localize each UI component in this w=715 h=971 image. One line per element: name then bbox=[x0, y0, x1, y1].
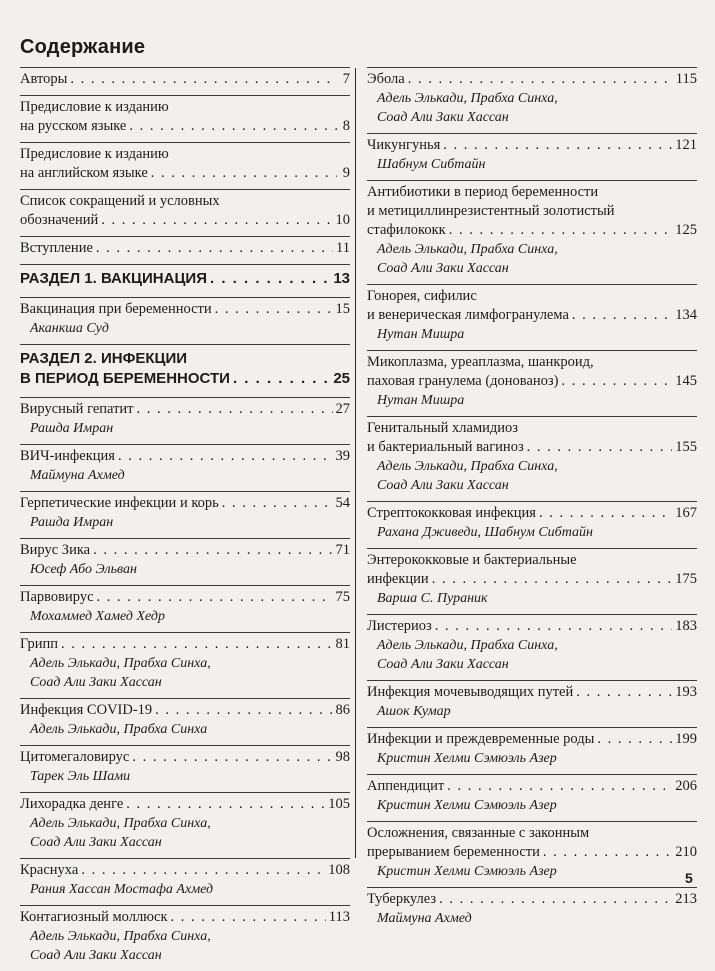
toc-entry bbox=[20, 236, 350, 264]
toc-entry bbox=[367, 133, 697, 180]
entry-title-row bbox=[20, 861, 350, 880]
entry-page-number: 11 bbox=[336, 240, 350, 256]
entry-title: Парвовирус bbox=[20, 589, 94, 605]
dot-leader bbox=[171, 908, 326, 927]
entry-author: Тарек Эль Шами bbox=[30, 769, 131, 784]
toc-entry bbox=[367, 548, 697, 614]
entry-title: стафилококк bbox=[367, 222, 446, 238]
entry-title: на русском языке bbox=[20, 118, 127, 134]
entry-title: Листериоз bbox=[367, 618, 432, 634]
entry-page-number: 167 bbox=[675, 505, 697, 521]
entry-page-number: 210 bbox=[675, 844, 697, 860]
entry-title-row bbox=[367, 683, 697, 702]
entry-title-row bbox=[20, 239, 350, 258]
dot-leader bbox=[222, 494, 333, 513]
entry-author: Кристин Хелми Сэмюэль Азер bbox=[377, 751, 557, 766]
entry-title-row bbox=[20, 795, 350, 814]
entry-page-number: 199 bbox=[675, 731, 697, 747]
dot-leader bbox=[210, 269, 330, 289]
dot-leader bbox=[561, 372, 672, 391]
toc-entry bbox=[367, 727, 697, 774]
dot-leader bbox=[129, 117, 337, 136]
entry-title-row bbox=[20, 117, 350, 136]
entry-title: Вирусный гепатит bbox=[20, 401, 134, 417]
entry-author: Рашда Имран bbox=[30, 515, 114, 530]
entry-title-row bbox=[367, 570, 697, 589]
entry-title: Авторы bbox=[20, 71, 68, 87]
dot-leader bbox=[126, 795, 325, 814]
entry-author: Рания Хассан Мостафа Ахмед bbox=[30, 882, 214, 897]
dot-leader bbox=[81, 861, 325, 880]
entry-page-number: 15 bbox=[335, 301, 350, 317]
entry-title: Лихорадка денге bbox=[20, 796, 124, 812]
entry-title: Грипп bbox=[20, 636, 58, 652]
entry-author: Адель Элькади, Прабха Синха, bbox=[377, 638, 558, 653]
toc-entry bbox=[367, 774, 697, 821]
dot-leader bbox=[527, 438, 673, 457]
toc-entry bbox=[367, 680, 697, 727]
entry-title: Инфекция COVID-19 bbox=[20, 702, 153, 718]
dot-leader bbox=[101, 211, 332, 230]
dot-leader bbox=[215, 300, 333, 319]
entry-title-row bbox=[367, 438, 697, 457]
dot-leader bbox=[449, 221, 673, 240]
dot-leader bbox=[61, 635, 333, 654]
entry-author: Ашок Кумар bbox=[377, 704, 451, 719]
entry-page-number: 54 bbox=[335, 495, 350, 511]
entry-title-row bbox=[20, 908, 350, 927]
entry-page-number: 98 bbox=[335, 749, 350, 765]
entry-author: Нутан Мишра bbox=[377, 393, 465, 408]
entry-author: Соад Али Заки Хассан bbox=[30, 948, 162, 963]
entry-title: Цитомегаловирус bbox=[20, 749, 130, 765]
entry-title-line: Антибиотики в период беременности bbox=[367, 184, 599, 200]
entry-page-number: 10 bbox=[335, 212, 350, 228]
entry-author: Адель Элькади, Прабха Синха, bbox=[377, 242, 558, 257]
entry-title-row bbox=[367, 777, 697, 796]
entry-author: Мохаммед Хамед Хедр bbox=[30, 609, 165, 624]
dot-leader bbox=[155, 701, 332, 720]
entry-author: Кристин Хелми Сэмюэль Азер bbox=[377, 864, 557, 879]
entry-title-row bbox=[367, 306, 697, 325]
entry-title: Контагиозный моллюск bbox=[20, 909, 168, 925]
dot-leader bbox=[70, 70, 337, 89]
page-title: Содержание bbox=[20, 36, 146, 58]
entry-author: Адель Элькади, Прабха Синха, bbox=[377, 459, 558, 474]
entry-page-number: 213 bbox=[675, 891, 697, 907]
entry-title-row bbox=[367, 70, 697, 89]
entry-title: Краснуха bbox=[20, 862, 79, 878]
entry-page-number: 121 bbox=[675, 137, 697, 153]
toc-entry bbox=[20, 905, 350, 971]
toc-column-left bbox=[20, 67, 350, 971]
entry-title-line: Осложнения, связанные с законным bbox=[367, 825, 590, 841]
entry-author: Адель Элькади, Прабха Синха, bbox=[30, 656, 211, 671]
entry-title: Аппендицит bbox=[367, 778, 445, 794]
toc-entry bbox=[20, 698, 350, 745]
entry-title-row bbox=[367, 136, 697, 155]
entry-author: Нутан Мишра bbox=[377, 327, 465, 342]
toc-entry bbox=[20, 858, 350, 905]
entry-title: Стрептококковая инфекция bbox=[367, 505, 536, 521]
entry-title: Эбола bbox=[367, 71, 405, 87]
entry-title: РАЗДЕЛ 1. ВАКЦИНАЦИЯ bbox=[20, 270, 207, 287]
dot-leader bbox=[539, 504, 672, 523]
toc-entry bbox=[367, 501, 697, 548]
entry-page-number: 71 bbox=[335, 542, 350, 558]
entry-page-number: 86 bbox=[335, 702, 350, 718]
entry-page-number: 108 bbox=[328, 862, 350, 878]
entry-title: Инфекция мочевыводящих путей bbox=[367, 684, 574, 700]
toc-entry bbox=[20, 189, 350, 236]
toc-entry bbox=[20, 95, 350, 142]
entry-title-row bbox=[367, 372, 697, 391]
entry-page-number: 39 bbox=[335, 448, 350, 464]
toc-entry bbox=[20, 632, 350, 698]
entry-title-line: Энтерококковые и бактериальные bbox=[367, 552, 577, 568]
entry-title: обозначений bbox=[20, 212, 99, 228]
entry-title-line: Генитальный хламидиоз bbox=[367, 420, 519, 436]
toc-entry bbox=[20, 792, 350, 858]
entry-title-line: РАЗДЕЛ 2. ИНФЕКЦИИ bbox=[20, 350, 188, 367]
entry-title-row bbox=[20, 400, 350, 419]
entry-title-line: Предисловие к изданию bbox=[20, 146, 169, 162]
toc-entry bbox=[20, 538, 350, 585]
page-number: 5 bbox=[685, 870, 693, 886]
toc-entry bbox=[367, 67, 697, 133]
entry-title-row bbox=[20, 588, 350, 607]
entry-title: В ПЕРИОД БЕРЕМЕННОСТИ bbox=[20, 370, 230, 387]
entry-title-line: Предисловие к изданию bbox=[20, 99, 169, 115]
entry-title-row bbox=[20, 447, 350, 466]
entry-author: Соад Али Заки Хассан bbox=[377, 261, 509, 276]
entry-title: и бактериальный вагиноз bbox=[367, 439, 524, 455]
dot-leader bbox=[233, 369, 330, 389]
entry-page-number: 193 bbox=[675, 684, 697, 700]
entry-page-number: 7 bbox=[342, 71, 350, 87]
dot-leader bbox=[132, 748, 332, 767]
entry-title-row bbox=[367, 890, 697, 909]
entry-title-line: и метициллинрезистентный золотистый bbox=[367, 203, 615, 219]
entry-author: Маймуна Ахмед bbox=[377, 911, 472, 926]
entry-title: инфекции bbox=[367, 571, 429, 587]
entry-title-row bbox=[20, 269, 350, 289]
entry-page-number: 145 bbox=[675, 373, 697, 389]
entry-title-row bbox=[20, 300, 350, 319]
entry-page-number: 183 bbox=[675, 618, 697, 634]
entry-title: Инфекции и преждевременные роды bbox=[367, 731, 595, 747]
entry-title: Чикунгунья bbox=[367, 137, 441, 153]
entry-title: ВИЧ-инфекция bbox=[20, 448, 115, 464]
dot-leader bbox=[97, 588, 333, 607]
dot-leader bbox=[118, 447, 333, 466]
entry-title: на английском языке bbox=[20, 165, 148, 181]
entry-title: Вступление bbox=[20, 240, 93, 256]
entry-author: Адель Элькади, Прабха Синха, bbox=[30, 929, 211, 944]
entry-title-row bbox=[20, 748, 350, 767]
entry-page-number: 81 bbox=[335, 636, 350, 652]
entry-page-number: 115 bbox=[675, 71, 697, 87]
entry-author: Адель Элькади, Прабха Синха bbox=[30, 722, 208, 737]
entry-page-number: 27 bbox=[335, 401, 350, 417]
dot-leader bbox=[439, 890, 672, 909]
entry-title-row bbox=[367, 730, 697, 749]
entry-title-line: Микоплазма, уреаплазма, шанкроид, bbox=[367, 354, 594, 370]
entry-title-row bbox=[20, 701, 350, 720]
entry-title: Вирус Зика bbox=[20, 542, 91, 558]
dot-leader bbox=[447, 777, 672, 796]
dot-leader bbox=[137, 400, 333, 419]
entry-author: Соад Али Заки Хассан bbox=[30, 835, 162, 850]
entry-title-row bbox=[20, 494, 350, 513]
toc-entry bbox=[20, 491, 350, 538]
toc-entry bbox=[20, 142, 350, 189]
entry-author: Маймуна Ахмед bbox=[30, 468, 125, 483]
toc-entry bbox=[20, 397, 350, 444]
dot-leader bbox=[408, 70, 673, 89]
entry-title: Вакцинация при беременности bbox=[20, 301, 212, 317]
toc-section-heading bbox=[20, 264, 350, 297]
entry-page-number: 25 bbox=[333, 370, 350, 387]
dot-leader bbox=[543, 843, 672, 862]
toc-entry bbox=[20, 745, 350, 792]
entry-title-row bbox=[20, 635, 350, 654]
entry-author: Соад Али Заки Хассан bbox=[377, 110, 509, 125]
entry-author: Аканкша Суд bbox=[30, 321, 109, 336]
entry-title: прерыванием беременности bbox=[367, 844, 540, 860]
entry-author: Адель Элькади, Прабха Синха, bbox=[377, 91, 558, 106]
entry-author: Рахана Дживеди, Шабнум Сибтайн bbox=[377, 525, 593, 540]
dot-leader bbox=[151, 164, 337, 183]
dot-leader bbox=[93, 541, 332, 560]
entry-title-row bbox=[20, 70, 350, 89]
entry-title: Туберкулез bbox=[367, 891, 437, 907]
column-divider bbox=[355, 68, 356, 858]
toc-entry bbox=[367, 180, 697, 284]
entry-author: Кристин Хелми Сэмюэль Азер bbox=[377, 798, 557, 813]
entry-title-row bbox=[20, 164, 350, 183]
entry-page-number: 13 bbox=[333, 270, 350, 287]
entry-title-row bbox=[20, 541, 350, 560]
dot-leader bbox=[443, 136, 672, 155]
entry-title-line: Гонорея, сифилис bbox=[367, 288, 477, 304]
toc-entry bbox=[367, 887, 697, 934]
entry-page-number: 75 bbox=[335, 589, 350, 605]
entry-page-number: 175 bbox=[675, 571, 697, 587]
toc-column-right bbox=[367, 67, 697, 934]
toc-entry bbox=[20, 297, 350, 344]
toc-entry bbox=[367, 350, 697, 416]
entry-author: Соад Али Заки Хассан bbox=[377, 478, 509, 493]
toc-entry bbox=[20, 585, 350, 632]
entry-author: Шабнум Сибтайн bbox=[377, 157, 486, 172]
entry-title-row bbox=[367, 221, 697, 240]
entry-title: Герпетические инфекции и корь bbox=[20, 495, 219, 511]
entry-author: Варша С. Пураник bbox=[377, 591, 488, 606]
entry-title: паховая гранулема (донованоз) bbox=[367, 373, 559, 389]
dot-leader bbox=[597, 730, 672, 749]
entry-author: Соад Али Заки Хассан bbox=[377, 657, 509, 672]
dot-leader bbox=[572, 306, 672, 325]
dot-leader bbox=[96, 239, 333, 258]
dot-leader bbox=[432, 570, 673, 589]
entry-page-number: 206 bbox=[675, 778, 697, 794]
entry-title: и венерическая лимфогранулема bbox=[367, 307, 569, 323]
entry-title-row bbox=[20, 369, 350, 389]
entry-page-number: 105 bbox=[328, 796, 350, 812]
entry-author: Юсеф Або Эльван bbox=[30, 562, 137, 577]
entry-author: Рашда Имран bbox=[30, 421, 114, 436]
entry-page-number: 9 bbox=[342, 165, 350, 181]
toc-entry bbox=[367, 821, 697, 887]
entry-page-number: 125 bbox=[675, 222, 697, 238]
entry-page-number: 8 bbox=[342, 118, 350, 134]
entry-title-row bbox=[367, 617, 697, 636]
toc-entry bbox=[20, 444, 350, 491]
entry-page-number: 155 bbox=[675, 439, 697, 455]
entry-title-line: Список сокращений и условных bbox=[20, 193, 220, 209]
entry-page-number: 113 bbox=[328, 909, 350, 925]
toc-entry bbox=[367, 284, 697, 350]
toc-entry bbox=[367, 614, 697, 680]
toc-entry bbox=[367, 416, 697, 501]
entry-title-row bbox=[367, 843, 697, 862]
toc-section-heading bbox=[20, 344, 350, 397]
toc-entry bbox=[20, 67, 350, 95]
entry-author: Адель Элькади, Прабха Синха, bbox=[30, 816, 211, 831]
entry-title-row bbox=[20, 211, 350, 230]
entry-author: Соад Али Заки Хассан bbox=[30, 675, 162, 690]
dot-leader bbox=[435, 617, 672, 636]
dot-leader bbox=[576, 683, 672, 702]
entry-title-row bbox=[367, 504, 697, 523]
entry-page-number: 134 bbox=[675, 307, 697, 323]
